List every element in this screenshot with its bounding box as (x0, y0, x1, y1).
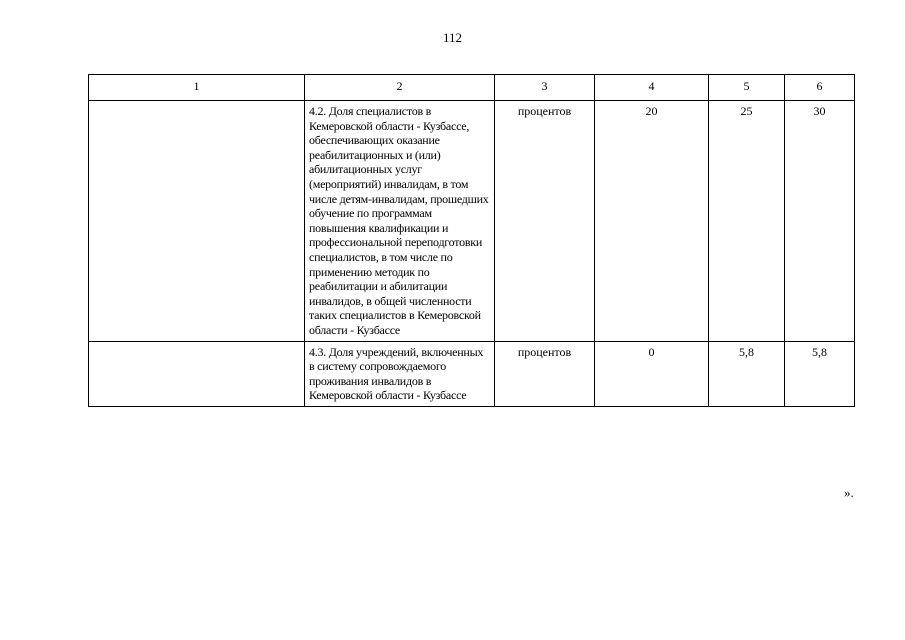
indicator-name-cell: 4.2. Доля специалистов в Кемеровской области - Кузбассе, обеспечивающих оказание реабилитационных и (или) абилитационных услуг (мероприятий) инвалидам, в том числе детям-инвалидам, прошедших обучение по программам повышения квалификации и профессиональной переподготовки специалистов, в том числе по применению методик по реабилитации и абилитации инвалидов, в общей численности таких специалистов в Кемеровской области - Кузбассе (305, 101, 495, 342)
column-header: 5 (709, 75, 785, 101)
column-header: 1 (89, 75, 305, 101)
table-row (89, 101, 855, 342)
unit-cell: процентов (495, 101, 595, 342)
table-cell-empty (89, 341, 305, 406)
value-cell: 5,8 (709, 341, 785, 406)
value-cell: 5,8 (785, 341, 855, 406)
value-cell: 0 (595, 341, 709, 406)
page-number: 112 (442, 30, 463, 45)
column-header: 4 (595, 75, 709, 101)
column-header: 2 (305, 75, 495, 101)
table-header-row (89, 75, 855, 101)
unit-cell: процентов (495, 341, 595, 406)
indicator-name-cell: 4.3. Доля учреждений, включенных в систему сопровождаемого проживания инвалидов в Кемеровской области - Кузбассе (305, 341, 495, 406)
table-cell-empty (89, 101, 305, 342)
value-cell: 20 (595, 101, 709, 342)
value-cell: 30 (785, 101, 855, 342)
closing-quote-mark: ». (844, 485, 854, 500)
indicator-table (88, 74, 855, 407)
table-row (89, 341, 855, 406)
column-header: 6 (785, 75, 855, 101)
value-cell: 25 (709, 101, 785, 342)
column-header: 3 (495, 75, 595, 101)
